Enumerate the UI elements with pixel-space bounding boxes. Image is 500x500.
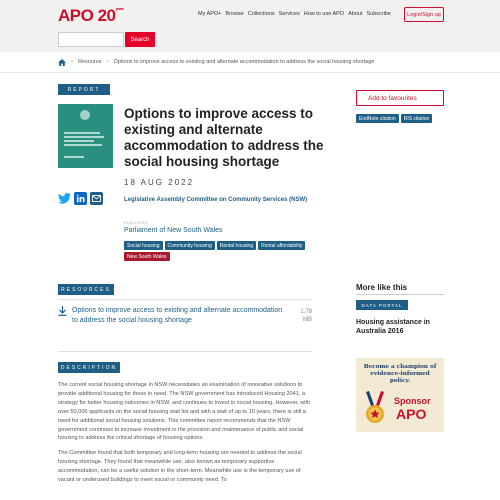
report-publisher[interactable]: Parliament of New South Wales — [124, 227, 223, 234]
logo-years: years — [115, 6, 124, 11]
endnote-citation-button[interactable]: EndNote citation — [356, 114, 399, 123]
search-bar — [0, 30, 500, 52]
file-size-unit: MB — [303, 317, 312, 323]
sidebar-divider — [356, 294, 444, 295]
related-item-link[interactable]: Housing assistance in Australia 2016 — [356, 319, 430, 335]
search-input[interactable] — [58, 32, 124, 47]
report-cover-thumbnail[interactable] — [58, 104, 113, 168]
tag-rental-affordability[interactable]: Rental affordability — [258, 241, 305, 250]
sponsor-apo-banner[interactable] — [356, 358, 444, 432]
report-date: 18 AUG 2022 — [124, 178, 195, 187]
crest-icon — [80, 110, 90, 120]
top-navigation-bar — [0, 0, 500, 30]
nav-about[interactable]: About — [348, 11, 363, 17]
logo-number: 20 — [97, 6, 116, 25]
breadcrumb-current: Options to improve access to existing and alternate accommodation to address the social housing shortage — [113, 59, 375, 65]
resource-download-link[interactable]: Options to improve access to existing and alternate accommodation to address the social housing shortage — [72, 307, 283, 324]
tag-social-housing[interactable]: Social housing — [124, 241, 163, 250]
report-author[interactable]: Legislative Assembly Committee on Community Services (NSW) — [124, 197, 308, 203]
nav-services[interactable]: Services — [278, 11, 300, 17]
twitter-icon[interactable] — [58, 192, 71, 205]
add-to-favourites-button[interactable]: Add to favourites — [356, 90, 444, 106]
nav-collections[interactable]: Collections — [247, 11, 275, 17]
email-icon[interactable] — [90, 192, 103, 205]
cover-text-line — [64, 156, 84, 158]
medal-icon — [364, 391, 386, 425]
tag-community-housing[interactable]: Community housing — [165, 241, 215, 250]
subject-tags — [124, 241, 324, 261]
resource-file-size — [292, 308, 312, 324]
ris-citation-button[interactable]: RIS citation — [401, 114, 433, 123]
publisher-label: PUBLISHER — [124, 221, 149, 225]
nav-subscribe[interactable]: Subscribe — [366, 11, 391, 17]
nav-my-apo[interactable]: My APO+ — [198, 11, 222, 17]
linkedin-icon[interactable] — [74, 192, 87, 205]
header-divider — [0, 72, 500, 73]
main-nav — [198, 11, 391, 17]
description-paragraph: The Committee found that both temporary and long-term housing are needed to address the social housing shortage. They found that meanwhile use, also known as temporary supportive accommodation, can be a useful solution in the short-term. Meanwhile use is the temporary use of vacant or underused buildings to meet social or community need. To — [58, 450, 302, 484]
logo-text: APO — [58, 6, 94, 25]
chevron-right-icon: › — [106, 59, 109, 65]
download-icon[interactable] — [58, 306, 67, 316]
more-like-this-heading: More like this — [356, 283, 408, 292]
chevron-right-icon: › — [71, 59, 73, 65]
login-signup-button[interactable]: Login/Sign up — [404, 7, 444, 22]
breadcrumb — [58, 57, 374, 67]
report-title: Options to improve access to existing and alternate accommodation to address the social housing shortage — [124, 106, 324, 169]
nav-browse[interactable]: Browse — [225, 11, 244, 17]
description-label: DESCRIPTION — [58, 362, 120, 373]
resources-label: RESOURCES — [58, 284, 114, 295]
description-body — [58, 381, 312, 491]
breadcrumb-resource[interactable]: Resource — [78, 59, 102, 65]
cover-text-line — [64, 136, 104, 138]
search-button[interactable]: Search — [125, 32, 155, 47]
sponsor-tagline: Become a champion of evidence-informed policy. — [363, 364, 437, 384]
tag-rental-housing[interactable]: Rental housing — [217, 241, 256, 250]
sponsor-apo-logo: APO — [396, 406, 427, 422]
share-buttons — [58, 192, 103, 205]
data-portal-label: DATA PORTAL — [356, 300, 408, 310]
nav-how-to-use[interactable]: How to use APO — [303, 11, 345, 17]
cover-text-line — [64, 132, 100, 134]
sponsor-word: Sponsor — [394, 396, 431, 406]
description-paragraph: The current social housing shortage in NSW necessitates an examination of innovative solutions to provide additional housing for those in need. The NSW government has introduced Housing 2041, a strategy for better housing outcomes in NSW, and continues to invest in social housing. However, with over 50,000 applicants on the social housing wait list and with a wait of up to 10 years, there is still a need for additional social housing solutions. This committee report recommends that the NSW government continues to increase investment in the provision and maintenance of public and social housing to address the critical shortage of housing options. — [58, 382, 311, 442]
report-type-label: REPORT — [58, 84, 110, 95]
tag-geography[interactable]: New South Wales — [124, 252, 170, 261]
apo-logo[interactable] — [58, 6, 123, 26]
resources-divider — [58, 351, 312, 352]
cover-text-line — [64, 144, 102, 146]
citation-buttons — [356, 114, 432, 123]
file-size-value: 1.78 — [300, 309, 312, 315]
resources-divider — [58, 299, 312, 300]
cover-text-line — [64, 140, 94, 142]
home-icon[interactable] — [58, 59, 66, 66]
